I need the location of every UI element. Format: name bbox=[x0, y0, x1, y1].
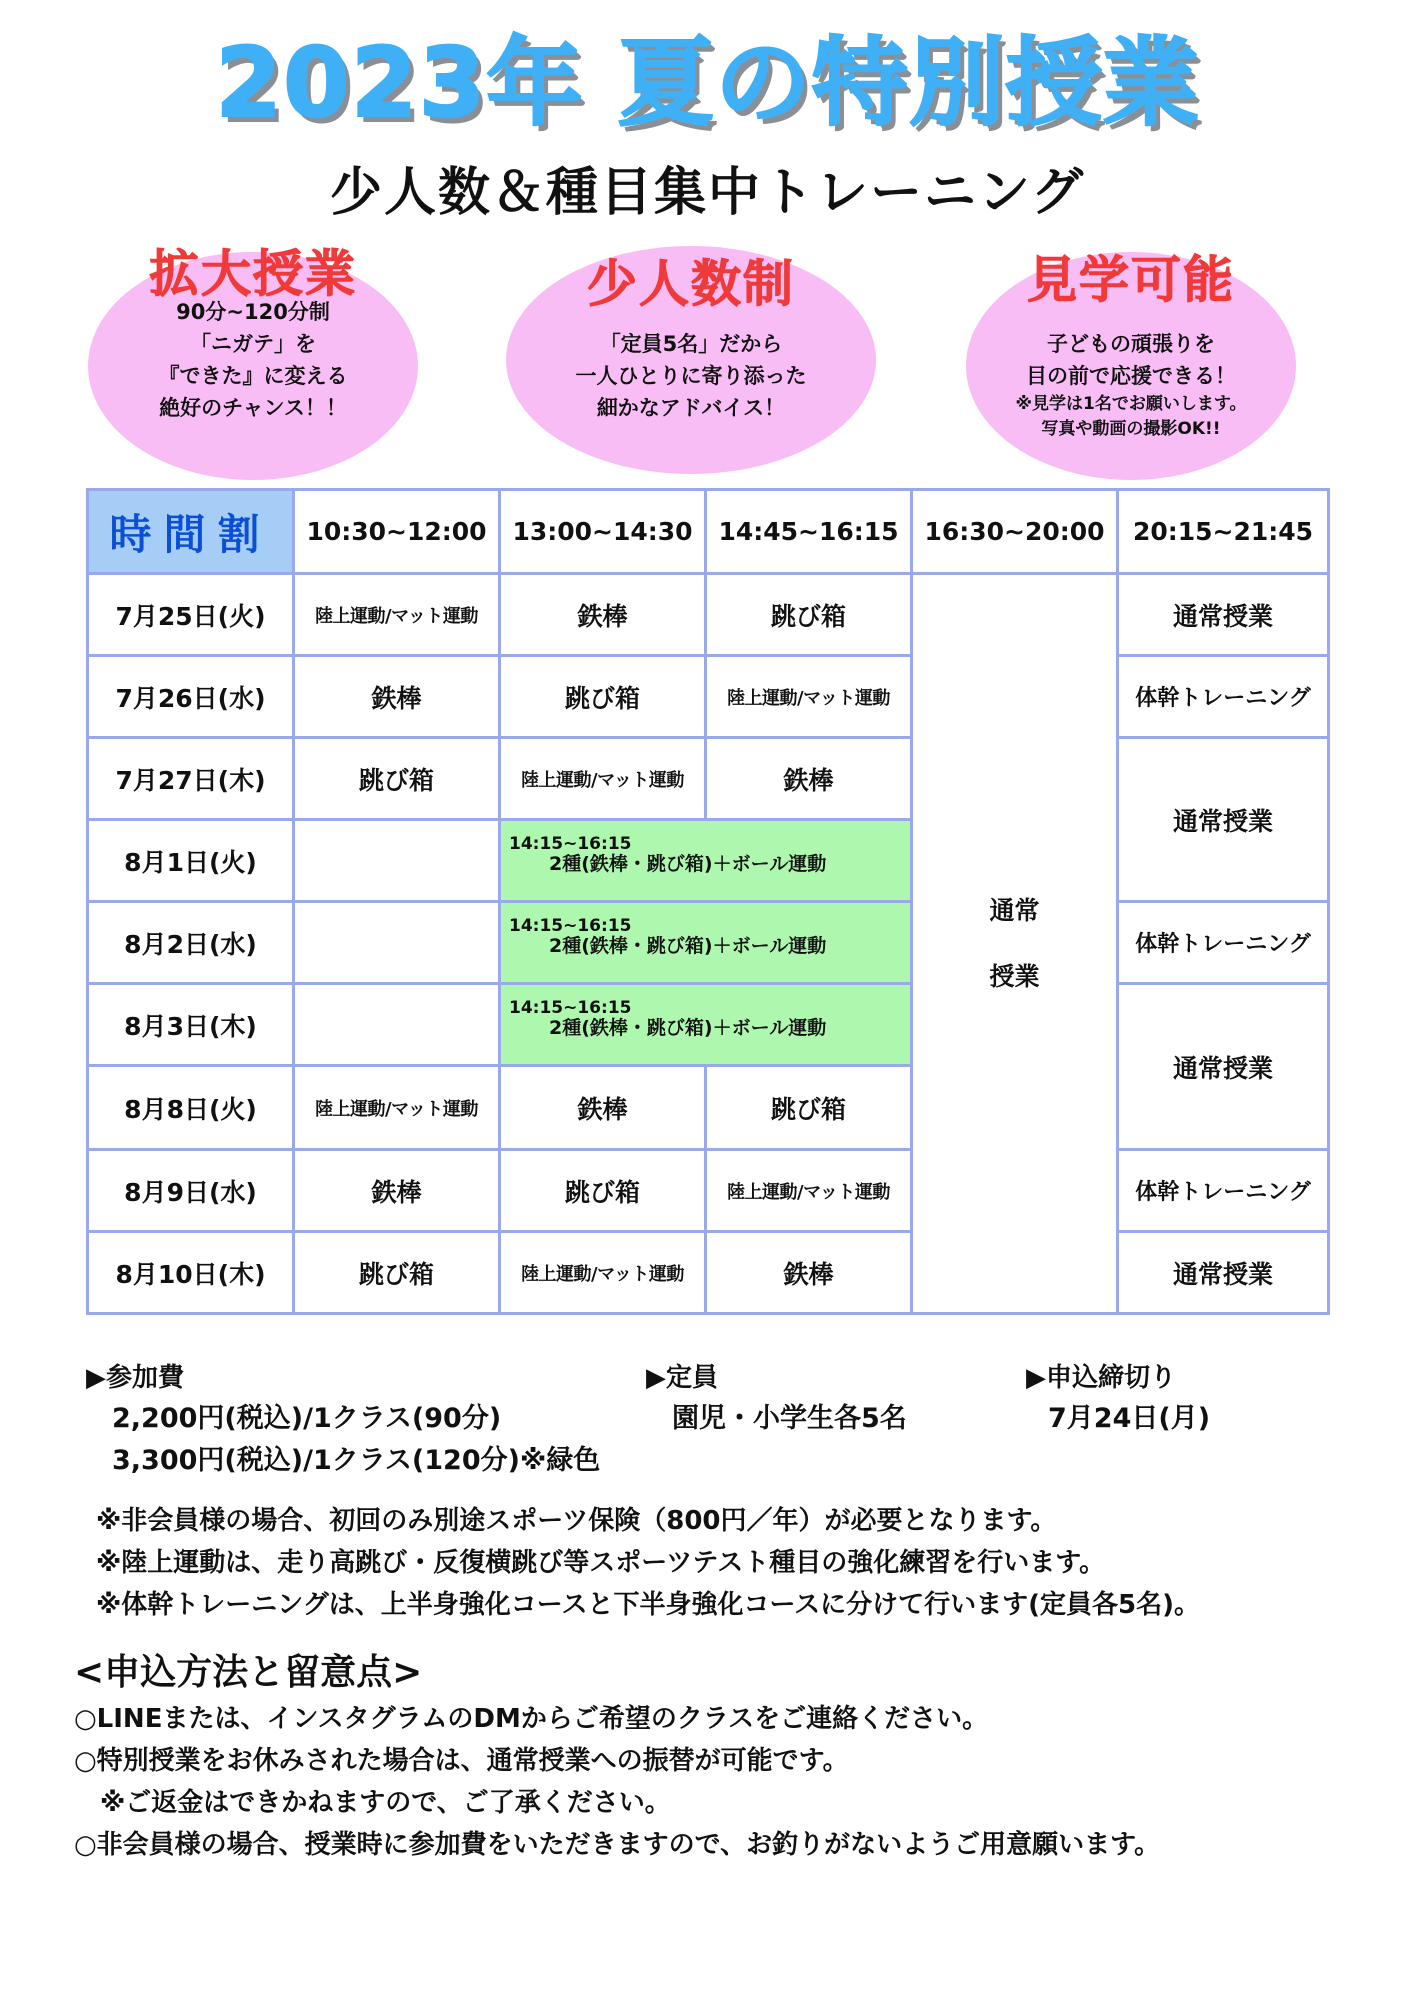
special-class-desc: 2種(鉄棒・跳び箱)＋ボール運動 bbox=[549, 853, 827, 875]
feature-line: 90分~120分制 bbox=[176, 300, 330, 324]
note-line: ※体幹トレーニングは、上半身強化コースと下半身強化コースに分けて行います(定員各5名)。 bbox=[96, 1590, 1201, 1620]
feature-note: ※見学は1名でお願いします。 bbox=[1015, 394, 1247, 414]
fee-line: 3,300円(税込)/1クラス(120分)※緑色 bbox=[112, 1445, 601, 1476]
page-title: 2023年 夏の特別授業 bbox=[215, 27, 1200, 139]
class-cell: 陸上運動/マット運動 bbox=[294, 574, 500, 656]
deadline-label: ▶申込締切り bbox=[1026, 1363, 1176, 1393]
class-cell: 鉄棒 bbox=[706, 1232, 912, 1314]
date-cell: 8月1日(火) bbox=[88, 820, 294, 902]
special-class-desc: 2種(鉄棒・跳び箱)＋ボール運動 bbox=[549, 1017, 827, 1039]
table-row bbox=[88, 984, 1329, 1066]
table-row bbox=[88, 1150, 1329, 1232]
deadline-section bbox=[1026, 1358, 1210, 1440]
special-class-cell bbox=[500, 820, 912, 902]
class-cell-empty bbox=[294, 820, 500, 902]
class-cell: 通常授業 bbox=[1118, 1232, 1329, 1314]
feature-line: 『できた』に変える bbox=[158, 364, 348, 388]
class-cell: 陸上運動/マット運動 bbox=[500, 1232, 706, 1314]
date-cell: 8月10日(木) bbox=[88, 1232, 294, 1314]
special-class-time: 14:15~16:15 bbox=[509, 834, 632, 854]
date-cell: 8月2日(水) bbox=[88, 902, 294, 984]
date-cell: 8月9日(水) bbox=[88, 1150, 294, 1232]
date-cell: 7月27日(木) bbox=[88, 738, 294, 820]
note-line: ※非会員様の場合、初回のみ別途スポーツ保険（800円／年）が必要となります。 bbox=[96, 1506, 1057, 1536]
deadline-value: 7月24日(月) bbox=[1048, 1403, 1211, 1434]
table-row bbox=[88, 902, 1329, 984]
class-cell: 跳び箱 bbox=[500, 1150, 706, 1232]
class-cell: 跳び箱 bbox=[706, 574, 912, 656]
note-line: ※陸上運動は、走り高跳び・反復横跳び等スポーツテスト種目の強化練習を行います。 bbox=[96, 1548, 1106, 1578]
class-cell: 鉄棒 bbox=[294, 656, 500, 738]
notes-section bbox=[96, 1500, 1200, 1626]
class-cell: 跳び箱 bbox=[500, 656, 706, 738]
feature-line: 一人ひとりに寄り添った bbox=[575, 364, 807, 388]
feature-heading: 少人数制 bbox=[587, 255, 795, 313]
class-cell: 通常授業 bbox=[1118, 738, 1329, 902]
class-cell-empty bbox=[294, 984, 500, 1066]
feature-line: 子どもの頑張りを bbox=[1047, 332, 1215, 356]
apply-line: ○LINEまたは、インスタグラムのDMからご希望のクラスをご連絡ください。 bbox=[74, 1704, 989, 1734]
date-cell: 8月8日(火) bbox=[88, 1066, 294, 1150]
special-class-desc: 2種(鉄棒・跳び箱)＋ボール運動 bbox=[549, 935, 827, 957]
apply-section bbox=[74, 1648, 1160, 1866]
table-row bbox=[88, 656, 1329, 738]
class-cell: 体幹トレーニング bbox=[1118, 656, 1329, 738]
time-slot-header: 10:30~12:00 bbox=[294, 490, 500, 574]
special-class-cell bbox=[500, 902, 912, 984]
timetable-corner-label: 時間割 bbox=[88, 490, 294, 574]
date-cell: 7月26日(水) bbox=[88, 656, 294, 738]
class-cell: 鉄棒 bbox=[294, 1150, 500, 1232]
table-row bbox=[88, 1232, 1329, 1314]
feature-line: 「ニガテ」を bbox=[190, 332, 316, 356]
table-row bbox=[88, 574, 1329, 656]
class-cell: 陸上運動/マット運動 bbox=[500, 738, 706, 820]
capacity-section bbox=[646, 1358, 907, 1440]
fee-section bbox=[86, 1358, 600, 1482]
fee-label: ▶参加費 bbox=[86, 1363, 184, 1393]
class-cell: 陸上運動/マット運動 bbox=[706, 1150, 912, 1232]
capacity-value: 園児・小学生各5名 bbox=[672, 1403, 907, 1434]
feature-text bbox=[88, 296, 418, 424]
special-class-cell bbox=[500, 984, 912, 1066]
regular-class-vertical-label: 通常授業 bbox=[989, 895, 1040, 991]
class-cell: 跳び箱 bbox=[294, 738, 500, 820]
class-cell: 跳び箱 bbox=[294, 1232, 500, 1314]
class-cell: 跳び箱 bbox=[706, 1066, 912, 1150]
class-cell-empty bbox=[294, 902, 500, 984]
feature-heading: 拡大授業 bbox=[149, 245, 357, 303]
table-row bbox=[88, 738, 1329, 820]
feature-text bbox=[966, 328, 1296, 442]
feature-line: 目の前で応援できる！ bbox=[1026, 364, 1236, 388]
apply-line: ※ご返金はできかねますので、ご了承ください。 bbox=[74, 1788, 671, 1818]
time-slot-header: 14:45~16:15 bbox=[706, 490, 912, 574]
time-slot-header: 20:15~21:45 bbox=[1118, 490, 1329, 574]
timetable bbox=[86, 488, 1330, 1315]
fee-line: 2,200円(税込)/1クラス(90分) bbox=[112, 1403, 502, 1434]
date-cell: 7月25日(火) bbox=[88, 574, 294, 656]
apply-line: ○非会員様の場合、授業時に参加費をいただきますので、お釣りがないようご用意願います。 bbox=[74, 1830, 1161, 1860]
class-cell: 鉄棒 bbox=[500, 574, 706, 656]
apply-heading: <申込方法と留意点> bbox=[74, 1652, 423, 1693]
timetable-header-row bbox=[88, 490, 1329, 574]
class-cell: 体幹トレーニング bbox=[1118, 902, 1329, 984]
time-slot-header: 16:30~20:00 bbox=[912, 490, 1118, 574]
feature-heading: 見学可能 bbox=[1027, 251, 1235, 309]
page-subtitle: 少人数＆種目集中トレーニング bbox=[330, 163, 1085, 223]
feature-line: 絶好のチャンス！！ bbox=[159, 396, 347, 420]
class-cell: 通常授業 bbox=[1118, 574, 1329, 656]
feature-note: 写真や動画の撮影OK!! bbox=[1041, 419, 1221, 439]
class-cell: 体幹トレーニング bbox=[1118, 1150, 1329, 1232]
class-cell: 鉄棒 bbox=[706, 738, 912, 820]
regular-class-merged-cell bbox=[912, 574, 1118, 1314]
class-cell: 陸上運動/マット運動 bbox=[706, 656, 912, 738]
date-cell: 8月3日(木) bbox=[88, 984, 294, 1066]
special-class-time: 14:15~16:15 bbox=[509, 916, 632, 936]
feature-text bbox=[506, 328, 876, 424]
capacity-label: ▶定員 bbox=[646, 1363, 718, 1393]
special-class-time: 14:15~16:15 bbox=[509, 998, 632, 1018]
time-slot-header: 13:00~14:30 bbox=[500, 490, 706, 574]
class-cell: 通常授業 bbox=[1118, 984, 1329, 1150]
apply-line: ○特別授業をお休みされた場合は、通常授業への振替が可能です。 bbox=[74, 1746, 849, 1776]
class-cell: 鉄棒 bbox=[500, 1066, 706, 1150]
feature-line: 細かなアドバイス！ bbox=[596, 396, 786, 420]
feature-line: 「定員5名」だから bbox=[599, 332, 783, 356]
class-cell: 陸上運動/マット運動 bbox=[294, 1066, 500, 1150]
